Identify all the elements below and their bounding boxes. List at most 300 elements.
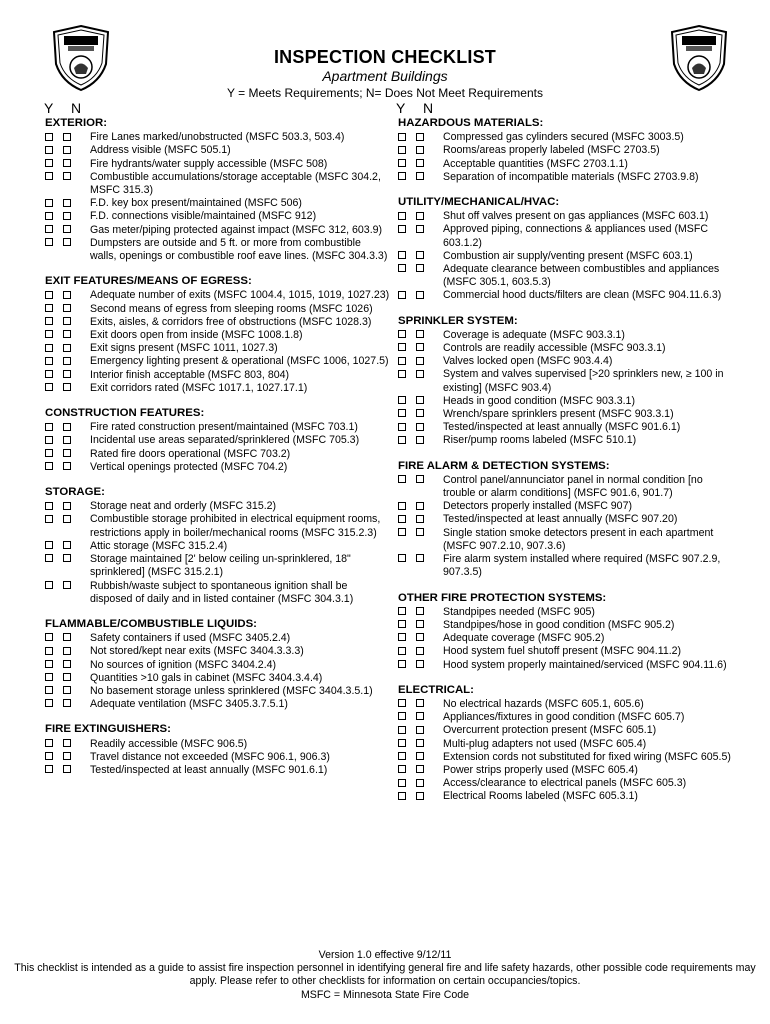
yn-checkboxes	[398, 355, 424, 368]
checklist-item-text: Commercial hood ducts/filters are clean (MSFC 904.11.6.3)	[443, 289, 722, 302]
no-checkbox[interactable]	[416, 699, 424, 707]
yn-checkboxes	[398, 619, 424, 632]
yes-checkbox[interactable]	[398, 620, 406, 628]
checklist-item	[398, 751, 733, 764]
yn-checkboxes	[398, 632, 424, 645]
checklist-item	[45, 672, 390, 685]
yes-checkbox[interactable]	[45, 554, 53, 562]
checklist-item	[398, 738, 733, 751]
checklist-item-text: Adequate clearance between combustibles and appliances (MSFC 305.1, 603.5.3)	[443, 263, 720, 289]
yn-checkboxes	[398, 606, 424, 619]
checklist-item	[45, 316, 390, 329]
yes-checkbox[interactable]	[398, 647, 406, 655]
no-checkbox[interactable]	[63, 436, 71, 444]
checklist-item	[398, 408, 733, 421]
yn-checkboxes	[398, 250, 424, 263]
checklist-item	[398, 434, 733, 447]
yn-checkboxes	[398, 395, 424, 408]
checklist-item	[398, 158, 733, 171]
no-checkbox[interactable]	[416, 370, 424, 378]
no-checkbox[interactable]	[63, 304, 71, 312]
yes-checkbox[interactable]	[398, 712, 406, 720]
no-checkbox[interactable]	[63, 172, 71, 180]
yes-checkbox[interactable]	[398, 607, 406, 615]
yes-checkbox[interactable]	[398, 396, 406, 404]
yes-checkbox[interactable]	[45, 436, 53, 444]
yes-checkbox[interactable]	[398, 792, 406, 800]
checklist-item-text: Storage neat and orderly (MSFC 315.2)	[90, 500, 277, 513]
yn-checkboxes	[45, 369, 71, 382]
yes-checkbox[interactable]	[398, 528, 406, 536]
yes-checkbox[interactable]	[45, 739, 53, 747]
yes-checkbox[interactable]	[398, 726, 406, 734]
no-checkbox[interactable]	[416, 792, 424, 800]
yes-checkbox[interactable]	[45, 344, 53, 352]
no-checkbox[interactable]	[416, 396, 424, 404]
checklist-item-text: Shut off valves present on gas appliances (MSFC 603.1)	[443, 210, 709, 223]
yn-checkboxes	[398, 434, 424, 447]
section-exit-features-means-of-egress	[45, 275, 390, 395]
checklist-item	[398, 395, 733, 408]
checklist-item	[45, 698, 390, 711]
checklist-item-text: F.D. key box present/maintained (MSFC 506)	[90, 197, 302, 210]
yn-checkboxes	[398, 659, 424, 672]
yes-checkbox[interactable]	[45, 370, 53, 378]
no-checkbox[interactable]	[416, 330, 424, 338]
checklist-item	[45, 685, 390, 698]
yes-checkbox[interactable]	[45, 765, 53, 773]
yn-checkboxes	[45, 500, 71, 513]
no-checkbox[interactable]	[63, 462, 71, 470]
checklist-item-text: Vertical openings protected (MSFC 704.2)	[90, 460, 288, 473]
yn-checkboxes	[398, 764, 424, 777]
section-exterior	[45, 117, 390, 263]
yn-checkboxes	[45, 131, 71, 144]
checklist-item	[45, 342, 390, 355]
yn-checkboxes	[398, 474, 424, 487]
yes-checkbox[interactable]	[45, 133, 53, 141]
abbreviation-note: MSFC = Minnesota State Fire Code	[300, 988, 470, 1001]
yes-checkbox[interactable]	[398, 633, 406, 641]
no-checkbox[interactable]	[63, 423, 71, 431]
yn-checkboxes	[398, 408, 424, 421]
checklist-item	[45, 540, 390, 553]
no-checkbox[interactable]	[63, 357, 71, 365]
no-checkbox[interactable]	[416, 607, 424, 615]
yes-checkbox[interactable]	[398, 502, 406, 510]
yes-checkbox[interactable]	[45, 330, 53, 338]
checklist-item	[398, 131, 733, 144]
checklist-item	[45, 738, 390, 751]
no-checkbox[interactable]	[416, 515, 424, 523]
yes-checkbox[interactable]	[45, 238, 53, 246]
yes-checkbox[interactable]	[398, 172, 406, 180]
yes-checkbox[interactable]	[398, 212, 406, 220]
no-checkbox[interactable]	[416, 264, 424, 272]
checklist-item-text: Standpipes/hose in good condition (MSFC 905.2)	[443, 618, 675, 631]
yes-checkbox[interactable]	[398, 423, 406, 431]
yes-checkbox[interactable]	[45, 515, 53, 523]
yn-checkboxes	[398, 421, 424, 434]
section-title: HAZARDOUS MATERIALS:	[398, 117, 544, 129]
yes-checkbox[interactable]	[45, 317, 53, 325]
right-checklist-column	[398, 117, 733, 816]
checklist-item	[45, 500, 390, 513]
no-checkbox[interactable]	[63, 344, 71, 352]
checklist-item	[45, 355, 390, 368]
yes-checkbox[interactable]	[45, 541, 53, 549]
no-checkbox[interactable]	[63, 159, 71, 167]
yes-checkbox[interactable]	[398, 291, 406, 299]
yes-checkbox[interactable]	[45, 633, 53, 641]
no-checkbox[interactable]	[416, 660, 424, 668]
yes-checkbox[interactable]	[398, 264, 406, 272]
checklist-item	[398, 698, 733, 711]
checklist-item	[45, 224, 390, 237]
yn-column-header-left: Y N	[44, 100, 82, 116]
no-checkbox[interactable]	[63, 133, 71, 141]
yes-checkbox[interactable]	[398, 699, 406, 707]
checklist-item-text: Detectors properly installed (MSFC 907)	[443, 500, 632, 513]
section-title: UTILITY/MECHANICAL/HVAC:	[398, 196, 560, 209]
yes-checkbox[interactable]	[398, 660, 406, 668]
no-checkbox[interactable]	[63, 765, 71, 773]
yn-checkboxes	[45, 342, 71, 355]
checklist-item	[45, 197, 390, 210]
checklist-item-text: Fire alarm system installed where required (MSFC 907.2.9, 907.3.5)	[443, 553, 721, 579]
yn-checkboxes	[398, 500, 424, 513]
yn-checkboxes	[398, 329, 424, 342]
section-construction-features	[45, 407, 390, 474]
checklist-item-text: Riser/pump rooms labeled (MSFC 510.1)	[443, 434, 637, 447]
no-checkbox[interactable]	[63, 673, 71, 681]
yes-checkbox[interactable]	[45, 225, 53, 233]
yn-checkboxes	[45, 355, 71, 368]
yes-checkbox[interactable]	[398, 779, 406, 787]
yes-checkbox[interactable]	[398, 370, 406, 378]
checklist-item-text: Address visible (MSFC 505.1)	[90, 144, 231, 157]
yn-checkboxes	[398, 368, 424, 381]
no-checkbox[interactable]	[63, 581, 71, 589]
no-checkbox[interactable]	[63, 541, 71, 549]
no-checkbox[interactable]	[63, 554, 71, 562]
checklist-item-text: Rubbish/waste subject to spontaneous ignition shall be disposed of daily and in listed container (MSFC 304.3.1)	[90, 579, 354, 605]
yes-checkbox[interactable]	[45, 449, 53, 457]
checklist-item	[398, 144, 733, 157]
checklist-item-text: Exit doors open from inside (MSFC 1008.1.8)	[90, 329, 303, 342]
checklist-item-text: Compressed gas cylinders secured (MSFC 3003.5)	[443, 131, 684, 144]
section-other-fire-protection-systems	[398, 592, 733, 672]
checklist-item-text: Second means of egress from sleeping rooms (MSFC 1026)	[90, 302, 373, 315]
checklist-item-text: Combustible accumulations/storage acceptable (MSFC 304.2, MSFC 315.3)	[90, 170, 381, 197]
section-title: CONSTRUCTION FEATURES:	[45, 407, 205, 420]
checklist-item	[45, 632, 390, 645]
yn-checkboxes	[45, 382, 71, 395]
yes-checkbox[interactable]	[45, 752, 53, 760]
no-checkbox[interactable]	[416, 712, 424, 720]
checklist-item-text: Combustible storage prohibited in electrical equipment rooms, restrictions apply in boiler/mechanical rooms (MSFC 315.2.3)	[90, 513, 381, 539]
no-checkbox[interactable]	[63, 225, 71, 233]
checklist-item-text: Not stored/kept near exits (MSFC 3404.3.3.3)	[90, 645, 304, 658]
yes-checkbox[interactable]	[45, 462, 53, 470]
no-checkbox[interactable]	[416, 554, 424, 562]
no-checkbox[interactable]	[416, 343, 424, 351]
checklist-item-text: Tested/inspected at least annually (MSFC 901.6.1)	[443, 421, 681, 434]
no-checkbox[interactable]	[63, 199, 71, 207]
no-checkbox[interactable]	[416, 765, 424, 773]
yes-checkbox[interactable]	[398, 343, 406, 351]
no-checkbox[interactable]	[63, 330, 71, 338]
yes-checkbox[interactable]	[45, 291, 53, 299]
checklist-item-text: Single station smoke detectors present in each apartment (MSFC 907.2.10, 907.3.6)	[443, 526, 714, 552]
checklist-item	[398, 171, 733, 184]
yn-checkboxes	[398, 144, 424, 157]
yn-checkboxes	[398, 263, 424, 276]
no-checkbox[interactable]	[416, 502, 424, 510]
yes-checkbox[interactable]	[45, 212, 53, 220]
yn-checkboxes	[398, 342, 424, 355]
checklist-item	[45, 303, 390, 316]
no-checkbox[interactable]	[416, 475, 424, 483]
yes-checkbox[interactable]	[398, 159, 406, 167]
yn-checkboxes	[398, 553, 424, 566]
no-checkbox[interactable]	[416, 146, 424, 154]
yes-checkbox[interactable]	[398, 436, 406, 444]
no-checkbox[interactable]	[416, 620, 424, 628]
section-title: STORAGE:	[45, 486, 105, 499]
checklist-item	[45, 210, 390, 223]
yn-checkboxes	[45, 448, 71, 461]
rating-legend: Y = Meets Requirements; N= Does Not Meet Requirements	[227, 86, 543, 100]
no-checkbox[interactable]	[63, 383, 71, 391]
checklist-item-text: System and valves supervised [>20 sprinklers new, ≥ 100 in existing] (MSFC 903.4)	[443, 368, 724, 394]
checklist-item	[398, 368, 733, 394]
yes-checkbox[interactable]	[45, 304, 53, 312]
yn-checkboxes	[398, 158, 424, 171]
no-checkbox[interactable]	[416, 172, 424, 180]
yn-checkboxes	[398, 513, 424, 526]
yn-checkboxes	[45, 698, 71, 711]
no-checkbox[interactable]	[416, 528, 424, 536]
yes-checkbox[interactable]	[45, 502, 53, 510]
checklist-item-text: Incidental use areas separated/sprinklered (MSFC 705.3)	[90, 434, 360, 447]
no-checkbox[interactable]	[416, 225, 424, 233]
checklist-item	[398, 711, 733, 724]
yes-checkbox[interactable]	[45, 686, 53, 694]
yes-checkbox[interactable]	[398, 357, 406, 365]
section-flammable-combustible-liquids	[45, 618, 390, 711]
yes-checkbox[interactable]	[45, 699, 53, 707]
checklist-item	[398, 527, 733, 553]
no-checkbox[interactable]	[63, 317, 71, 325]
checklist-item-text: Exits, aisles, & corridors free of obstructions (MSFC 1028.3)	[90, 315, 372, 328]
checklist-item	[45, 369, 390, 382]
checklist-item-text: Appliances/fixtures in good condition (MSFC 605.7)	[443, 711, 685, 724]
checklist-item	[398, 659, 733, 672]
yn-checkboxes	[398, 777, 424, 790]
yn-checkboxes	[45, 434, 71, 447]
yn-checkboxes	[45, 224, 71, 237]
checklist-item-text: Extension cords not substituted for fixed wiring (MSFC 605.5)	[443, 750, 731, 763]
no-checkbox[interactable]	[63, 686, 71, 694]
checklist-item-text: Fire Lanes marked/unobstructed (MSFC 503.3, 503.4)	[90, 131, 345, 144]
checklist-item-text: F.D. connections visible/maintained (MSFC 912)	[90, 210, 317, 223]
yes-checkbox[interactable]	[45, 673, 53, 681]
no-checkbox[interactable]	[63, 238, 71, 246]
page-title: INSPECTION CHECKLIST	[273, 47, 496, 67]
yes-checkbox[interactable]	[398, 739, 406, 747]
yes-checkbox[interactable]	[45, 146, 53, 154]
checklist-item	[45, 329, 390, 342]
checklist-item-text: Safety containers if used (MSFC 3405.2.4)	[90, 632, 291, 645]
section-electrical	[398, 684, 733, 804]
checklist-item	[45, 289, 390, 302]
no-checkbox[interactable]	[416, 752, 424, 760]
yes-checkbox[interactable]	[398, 330, 406, 338]
checklist-item	[45, 764, 390, 777]
yn-checkboxes	[398, 527, 424, 540]
yn-checkboxes	[45, 645, 71, 658]
checklist-item-text: Electrical Rooms labeled (MSFC 605.3.1)	[443, 790, 638, 803]
section-title: FLAMMABLE/COMBUSTIBLE LIQUIDS:	[45, 617, 257, 630]
yn-checkboxes	[398, 171, 424, 184]
checklist-item	[45, 513, 390, 539]
no-checkbox[interactable]	[416, 212, 424, 220]
checklist-item	[398, 632, 733, 645]
no-checkbox[interactable]	[63, 146, 71, 154]
checklist-item-text: Separation of incompatible materials (MSFC 2703.9.8)	[443, 170, 699, 183]
yes-checkbox[interactable]	[398, 225, 406, 233]
section-title: EXIT FEATURES/MEANS OF EGRESS:	[45, 275, 252, 288]
yn-checkboxes	[45, 144, 71, 157]
yes-checkbox[interactable]	[45, 159, 53, 167]
yes-checkbox[interactable]	[398, 133, 406, 141]
version-note: Version 1.0 effective 9/12/11	[318, 949, 452, 961]
checklist-item	[398, 777, 733, 790]
yes-checkbox[interactable]	[45, 172, 53, 180]
yes-checkbox[interactable]	[398, 251, 406, 259]
no-checkbox[interactable]	[416, 739, 424, 747]
no-checkbox[interactable]	[416, 726, 424, 734]
yes-checkbox[interactable]	[398, 515, 406, 523]
no-checkbox[interactable]	[416, 647, 424, 655]
disclaimer-note: This checklist is intended as a guide to assist fire inspection personnel in identifying general fire and life safety hazards, other possible code requirements may apply. Please refer to other checklists for information on certain occupancies/topics.	[14, 962, 756, 988]
yes-checkbox[interactable]	[398, 752, 406, 760]
checklist-item-text: No electrical hazards (MSFC 605.1, 605.6)	[443, 697, 644, 710]
checklist-item-text: Acceptable quantities (MSFC 2703.1.1)	[443, 157, 628, 170]
yes-checkbox[interactable]	[398, 146, 406, 154]
checklist-item-text: Power strips properly used (MSFC 605.4)	[443, 763, 638, 776]
section-title: EXTERIOR:	[45, 117, 108, 129]
checklist-item	[398, 645, 733, 658]
yes-checkbox[interactable]	[45, 660, 53, 668]
yn-checkboxes	[398, 790, 424, 803]
no-checkbox[interactable]	[63, 647, 71, 655]
yes-checkbox[interactable]	[45, 647, 53, 655]
no-checkbox[interactable]	[416, 291, 424, 299]
yn-checkboxes	[398, 210, 424, 223]
yn-checkboxes	[45, 764, 71, 777]
no-checkbox[interactable]	[63, 212, 71, 220]
checklist-item-text: Hood system fuel shutoff present (MSFC 904.11.2)	[443, 645, 682, 658]
no-checkbox[interactable]	[416, 251, 424, 259]
no-checkbox[interactable]	[63, 370, 71, 378]
yes-checkbox[interactable]	[45, 357, 53, 365]
no-checkbox[interactable]	[416, 357, 424, 365]
no-checkbox[interactable]	[63, 739, 71, 747]
section-sprinkler-system	[398, 315, 733, 448]
section-hazardous-materials	[398, 117, 733, 184]
checklist-item-text: Rooms/areas properly labeled (MSFC 2703.5)	[443, 144, 660, 157]
no-checkbox[interactable]	[63, 515, 71, 523]
section-fire-alarm-detection-systems	[398, 460, 733, 580]
no-checkbox[interactable]	[63, 502, 71, 510]
yes-checkbox[interactable]	[45, 383, 53, 391]
checklist-item	[398, 329, 733, 342]
yn-column-header-right: Y N	[396, 100, 434, 116]
yn-checkboxes	[45, 738, 71, 751]
checklist-item	[398, 619, 733, 632]
checklist-item	[398, 790, 733, 803]
no-checkbox[interactable]	[63, 291, 71, 299]
section-title: FIRE EXTINGUISHERS:	[45, 723, 171, 736]
no-checkbox[interactable]	[63, 449, 71, 457]
no-checkbox[interactable]	[416, 436, 424, 444]
yes-checkbox[interactable]	[45, 423, 53, 431]
yes-checkbox[interactable]	[398, 475, 406, 483]
checklist-item	[398, 724, 733, 737]
yn-checkboxes	[45, 580, 71, 593]
section-title: ELECTRICAL:	[398, 683, 474, 696]
yes-checkbox[interactable]	[398, 765, 406, 773]
no-checkbox[interactable]	[63, 699, 71, 707]
yn-checkboxes	[398, 131, 424, 144]
yes-checkbox[interactable]	[45, 581, 53, 589]
no-checkbox[interactable]	[416, 423, 424, 431]
section-utility-mechanical-hvac	[398, 196, 733, 303]
checklist-item	[45, 144, 390, 157]
checklist-item-text: Travel distance not exceeded (MSFC 906.1, 906.3)	[90, 750, 330, 763]
checklist-item	[398, 553, 733, 579]
yn-checkboxes	[45, 632, 71, 645]
no-checkbox[interactable]	[416, 779, 424, 787]
yes-checkbox[interactable]	[45, 199, 53, 207]
no-checkbox[interactable]	[63, 633, 71, 641]
checklist-item	[45, 645, 390, 658]
yn-checkboxes	[398, 698, 424, 711]
no-checkbox[interactable]	[416, 409, 424, 417]
checklist-item	[398, 289, 733, 302]
section-title: SPRINKLER SYSTEM:	[398, 314, 518, 327]
no-checkbox[interactable]	[416, 159, 424, 167]
no-checkbox[interactable]	[63, 752, 71, 760]
yn-checkboxes	[398, 645, 424, 658]
checklist-item	[45, 751, 390, 764]
checklist-item	[45, 382, 390, 395]
yes-checkbox[interactable]	[398, 554, 406, 562]
no-checkbox[interactable]	[63, 660, 71, 668]
checklist-item	[45, 421, 390, 434]
yes-checkbox[interactable]	[398, 409, 406, 417]
no-checkbox[interactable]	[416, 633, 424, 641]
yn-checkboxes	[45, 237, 71, 250]
checklist-item-text: Controls are readily accessible (MSFC 903.3.1)	[443, 342, 666, 355]
yn-checkboxes	[45, 659, 71, 672]
no-checkbox[interactable]	[416, 133, 424, 141]
checklist-item-text: Wrench/spare sprinklers present (MSFC 903.3.1)	[443, 408, 674, 421]
checklist-item-text: Heads in good condition (MSFC 903.3.1)	[443, 394, 635, 407]
checklist-item-text: Hood system properly maintained/serviced (MSFC 904.11.6)	[443, 658, 727, 671]
